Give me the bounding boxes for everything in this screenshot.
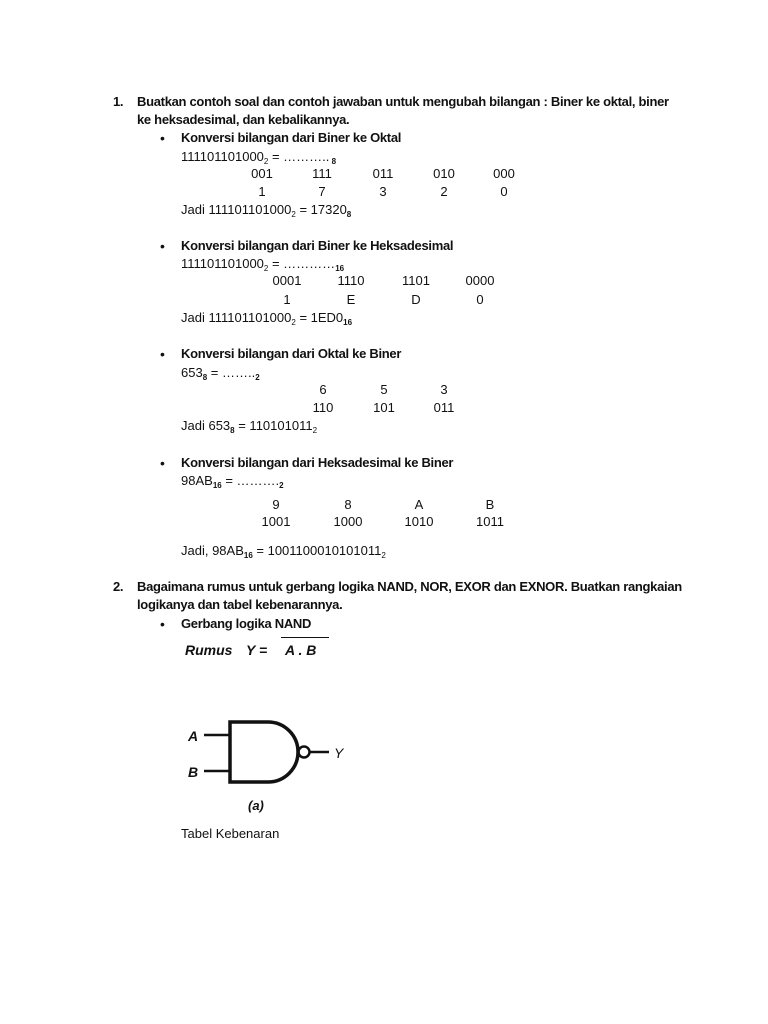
question-biner-oktal: $111101101000_2$ = ……….. $_8$ <box>181 149 337 166</box>
binary-group: 1001 <box>261 514 291 529</box>
octal-digit: 1 <box>258 184 266 199</box>
bullet-icon: • <box>160 130 165 146</box>
formula-overline <box>281 637 329 638</box>
binary-group: 000 <box>493 166 515 181</box>
truth-table-label: Tabel Kebenaran <box>181 826 280 841</box>
section-title-biner-heksa: Konversi bilangan dari Biner ke Heksadesimal <box>181 238 454 253</box>
q1-text-line2: ke heksadesimal, dan kebalikannya. <box>137 112 350 127</box>
octal-digit: 3 <box>440 382 448 397</box>
input-b-label: B <box>188 764 199 780</box>
bullet-icon: • <box>160 346 165 362</box>
binary-group: 110 <box>312 400 334 415</box>
output-y-label: Y <box>334 745 344 761</box>
binary-group: 011 <box>372 166 394 181</box>
binary-group: 0001 <box>272 273 302 288</box>
binary-group: 0000 <box>465 273 495 288</box>
binary-group: 1011 <box>476 514 504 529</box>
q2-number: 2. <box>113 579 124 594</box>
q1-text-line1: Buatkan contoh soal dan contoh jawaban untuk mengubah bilangan : Biner ke oktal, biner <box>137 94 669 109</box>
diagram-caption: (a) <box>248 798 264 813</box>
binary-group: 1000 <box>333 514 363 529</box>
hex-digit: 1 <box>283 292 291 307</box>
answer-biner-oktal: Jadi $111101101000_2 = 17320_8$ <box>181 202 352 219</box>
question-oktal-biner: $653_8$ = $\dots\dots.._2$ <box>181 365 260 382</box>
bullet-icon: • <box>160 238 165 254</box>
q1-number: 1. <box>113 94 124 109</box>
answer-oktal-biner: Jadi $653_8 = 110101011_2$ <box>181 418 318 435</box>
question-heksa-biner: $98AB_{16}$ = $\dots\dots\dots._2$ <box>181 473 284 490</box>
octal-digit: 2 <box>440 184 448 199</box>
q2-text-line1: Bagaimana rumus untuk gerbang logika NAND, NOR, EXOR dan EXNOR. Buatkan rangkaian <box>137 579 682 594</box>
binary-group: 111 <box>312 166 332 181</box>
binary-group: 1101 <box>402 273 430 288</box>
answer-heksa-biner: Jadi, $98AB_{16} = 1001100010101011_2$ <box>181 543 386 560</box>
bullet-icon: • <box>160 616 165 632</box>
hex-digit: E <box>346 292 356 307</box>
hex-digit: 9 <box>272 497 280 512</box>
hex-digit: 8 <box>344 497 352 512</box>
octal-digit: 5 <box>380 382 388 397</box>
section-title-biner-oktal: Konversi bilangan dari Biner ke Oktal <box>181 130 402 145</box>
bullet-icon: • <box>160 455 165 471</box>
section-title-heksa-biner: Konversi bilangan dari Heksadesimal ke Biner <box>181 455 454 470</box>
hex-digit: A <box>414 497 424 512</box>
formula-y: Y = <box>246 642 268 658</box>
binary-group: 1010 <box>404 514 434 529</box>
inversion-bubble <box>299 747 310 758</box>
section-title-oktal-biner: Konversi bilangan dari Oktal ke Biner <box>181 346 402 361</box>
binary-group: 101 <box>373 400 395 415</box>
hex-digit: B <box>485 497 495 512</box>
input-a-label: A <box>188 728 199 744</box>
question-biner-heksa: $111101101000_2$ = $\dots\dots\dots\dots_{16}$ <box>181 256 345 273</box>
q2-text-line2: logikanya dan tabel kebenarannya. <box>137 597 343 612</box>
binary-group: 010 <box>433 166 455 181</box>
hex-digit: 0 <box>476 292 484 307</box>
octal-digit: 6 <box>319 382 327 397</box>
binary-group: 011 <box>433 400 455 415</box>
octal-digit: 7 <box>318 184 326 199</box>
hex-digit: D <box>411 292 421 307</box>
formula-expression: A . B <box>285 642 317 658</box>
section-title-nand: Gerbang logika NAND <box>181 616 312 631</box>
formula-label: Rumus <box>185 642 233 658</box>
binary-group: 1110 <box>337 273 365 288</box>
octal-digit: 0 <box>500 184 508 199</box>
nand-gate-diagram <box>180 712 380 822</box>
binary-group: 001 <box>251 166 273 181</box>
nand-gate-body <box>230 722 298 782</box>
octal-digit: 3 <box>379 184 387 199</box>
answer-biner-heksa: Jadi $111101101000_2 = 1ED0_{16}$ <box>181 310 353 327</box>
